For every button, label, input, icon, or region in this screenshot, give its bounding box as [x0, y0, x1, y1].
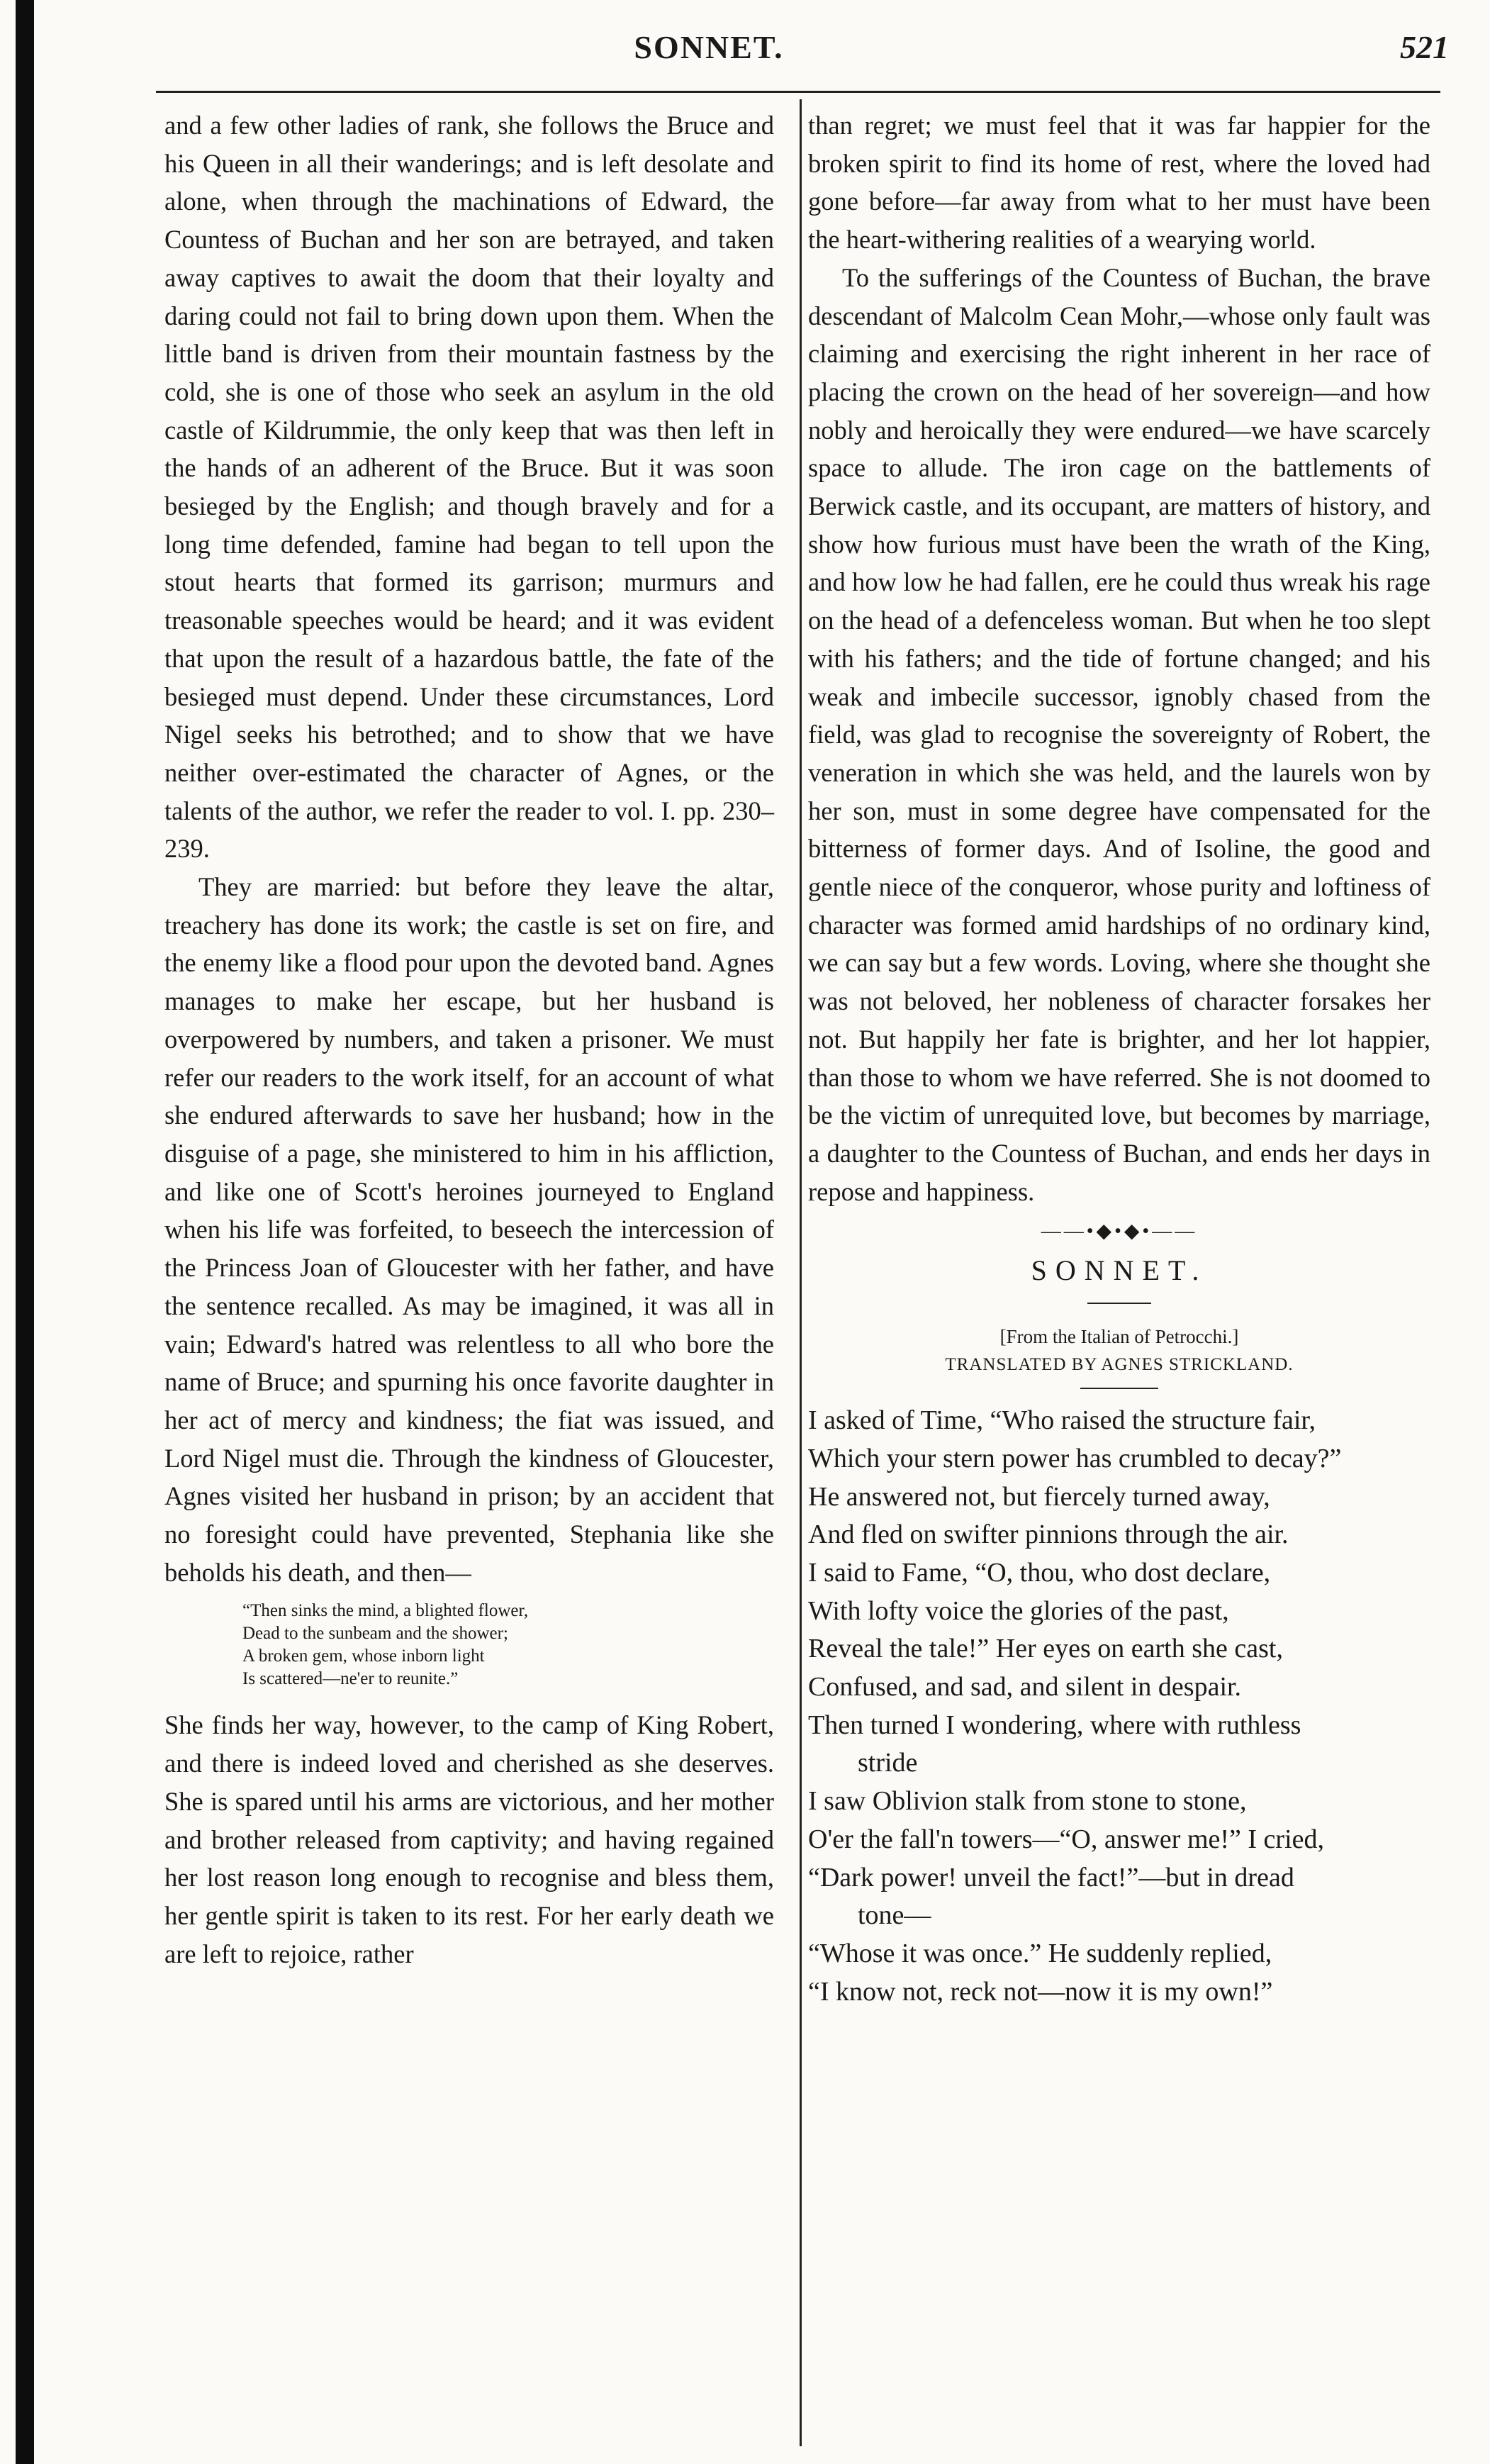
poem-line: Reveal the tale!” Her eyes on earth she cast, [808, 1634, 1283, 1664]
binding-edge [16, 0, 34, 2464]
poem-line: He answered not, but fiercely turned away, [808, 1481, 1270, 1512]
poem-line: Then turned I wondering, where with ruthless [808, 1710, 1301, 1740]
poem-title: SONNET. [1031, 1254, 1208, 1287]
quote-line: Is scattered—ne'er to reunite.” [242, 1669, 459, 1689]
poem-line-continuation: tone— [858, 1900, 931, 1931]
poem-line-continuation: stride [858, 1748, 918, 1778]
paragraph: They are married: but before they leave the altar, treachery has done its work; the castle is set on fire, and the enemy like a flood pour upon the devoted band. Agnes manages to make her escape, but her husband is overpowered by numbers, and taken a prisoner. We must refer our readers to the work itself, for an account of what she endured afterwards to save her husband; how in the disguise of a page, she ministered to him in his affliction, and like one of Scott's heroines journeyed to England when his life was forfeited, to beseech the intercession of the Princess Joan of Gloucester with her father, and have the sentence recalled. As may be imagined, it was all in vain; Edward's hatred was relentless to all who bore the name of Bruce; and spurning his once favorite daughter in her act of mercy and kindness; the fiat was issued, and Lord Nigel must die. Through the kindness of Gloucester, Agnes visited her husband in prison; by an accident that no foresight could have prevented, Stephania like she beholds his death, and then— [164, 872, 774, 1587]
poem-line: And fled on swifter pinnions through the air. [808, 1520, 1289, 1550]
right-column [808, 106, 1430, 2011]
poem-line: I saw Oblivion stalk from stone to stone, [808, 1786, 1247, 1817]
paragraph: than regret; we must feel that it was far happier for the broken spirit to find its home of rest, where the loved had gone before—far away from what to her must have been the heart-withering realities of a wearying world. [808, 111, 1430, 255]
poem-line: I said to Fame, “O, thou, who dost declare, [808, 1557, 1271, 1588]
poem-line: Which your stern power has crumbled to decay?” [808, 1443, 1342, 1473]
paragraph: She finds her way, however, to the camp of King Robert, and there is indeed loved and cherished as she deserves. She is spared until his arms are victorious, and her mother and brother released from captivity; and having regained her lost reason long enough to recognise and bless them, her gentle spirit is taken to its rest. For her early death we are left to rejoice, rather [164, 1710, 774, 1968]
section-ornament: ——•◆•◆•—— [1041, 1220, 1198, 1243]
page-number: 521 [1400, 29, 1449, 65]
poem-line: Confused, and sad, and silent in despair. [808, 1672, 1242, 1702]
poem-line: “Whose it was once.” He suddenly replied, [808, 1938, 1272, 1968]
left-column [164, 106, 774, 1973]
poem-rule [1080, 1388, 1158, 1389]
quote-line: Dead to the sunbeam and the shower; [242, 1624, 508, 1644]
poem-line: “I know not, reck not—now it is my own!” [808, 1976, 1273, 2007]
poem-line: “Dark power! unveil the fact!”—but in dread [808, 1862, 1294, 1892]
poem-translator: TRANSLATED BY AGNES STRICKLAND. [945, 1355, 1294, 1375]
paragraph: To the sufferings of the Countess of Buchan, the brave descendant of Malcolm Cean Mohr,—whose only fault was claiming and exercising the right inherent in her race of placing the crown on the head of her sovereign—and how nobly and heroically they were endured—we have scarcely space to allude. The iron cage on the battlements of Berwick castle, and its occupant, are matters of history, and show how furious must have been the wrath of the King, and how low he had fallen, ere he could thus wreak his rage on the head of a defenceless woman. But when he too slept with his fathers; and the tide of fortune changed; and his weak and imbecile successor, ignobly chased from the field, was glad to recognise the sovereignty of Robert, the veneration in which she was held, and the laurels won by her son, must in some degree have compensated for the bitterness of former days. And of Isoline, the good and gentle niece of the conqueror, whose purity and loftiness of character was formed amid hardships of no ordinary kind, we can say but a few words. Loving, where she thought she was not beloved, her nobleness of character forsakes her not. But happily her fate is brighter, and her lot happier, than those to whom we have referred. She is not doomed to be the victim of unrequited love, but becomes by marriage, a daughter to the Countess of Buchan, and ends her days in repose and happiness. [808, 262, 1430, 1206]
verse-quote [242, 1600, 774, 1690]
poem-line: O'er the fall'n towers—“O, answer me!” I cried, [808, 1824, 1324, 1854]
column-divider [800, 99, 802, 2446]
quote-line: A broken gem, whose inborn light [242, 1646, 485, 1666]
quote-line: “Then sinks the mind, a blighted flower, [242, 1601, 529, 1621]
header-rule [156, 91, 1440, 93]
paragraph: and a few other ladies of rank, she follows the Bruce and his Queen in all their wanderings; and is left desolate and alone, when through the machinations of Edward, the Countess of Buchan and her son are betrayed, and taken away captives to await the doom that their loyalty and daring could not fail to bring down upon them. When the little band is driven from their mountain fastness by the cold, she is one of those who seek an asylum in the old castle of Kildrummie, the only keep that was then left in the hands of an adherent of the Bruce. But it was soon besieged by the English; and though bravely and for a long time defended, famine had began to tell upon the stout hearts that formed its garrison; murmurs and treasonable speeches would be heard; and it was evident that upon the result of a hazardous battle, the fate of the besieged must depend. Under these circumstances, Lord Nigel seeks his betrothed; and to show that we have neither over-estimated the character of Agnes, or the talents of the author, we refer the reader to vol. I. pp. 230–239. [164, 111, 774, 864]
poem-source: [From the Italian of Petrocchi.] [999, 1326, 1239, 1348]
running-title: SONNET. [634, 29, 784, 65]
poem-line: I asked of Time, “Who raised the structure fair, [808, 1405, 1316, 1436]
sonnet-poem [808, 1402, 1430, 2011]
title-rule [1087, 1303, 1151, 1304]
poem-line: With lofty voice the glories of the past, [808, 1595, 1229, 1626]
